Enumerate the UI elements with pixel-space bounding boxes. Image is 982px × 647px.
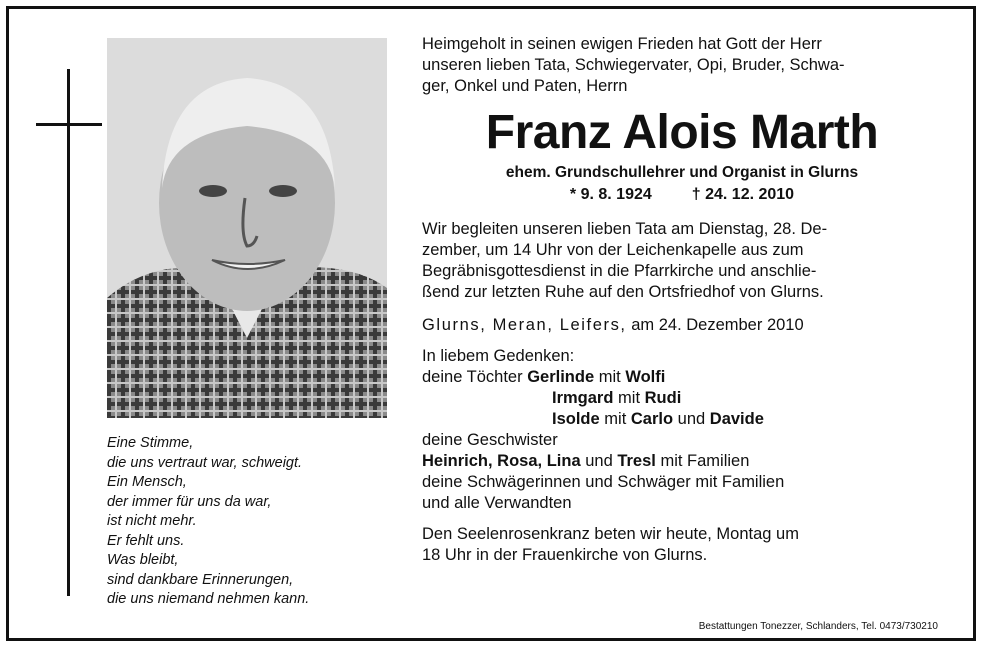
birth-date: * 9. 8. 1924 xyxy=(569,186,652,203)
mourners-list xyxy=(422,346,942,514)
funeral-line: Begräbnisgottesdienst in die Pfarrkirche und anschlie- xyxy=(422,262,817,280)
partner-name: Rudi xyxy=(644,389,682,407)
death-date: † 24. 12. 2010 xyxy=(691,186,795,203)
funeral-home-credit: Bestattungen Tonezzer, Schlanders, Tel. 0473/730210 xyxy=(698,621,938,632)
daughter-row xyxy=(422,367,942,388)
deceased-profession: ehem. Grundschullehrer und Organist in Glurns xyxy=(505,164,859,181)
daughter-row xyxy=(422,388,942,409)
poem-line: der immer für uns da war, xyxy=(107,493,272,510)
conjunction: mit xyxy=(618,389,641,407)
partner-name: Carlo xyxy=(630,410,674,428)
daughter-name: Gerlinde xyxy=(527,368,595,386)
conjunction: mit xyxy=(598,368,621,386)
funeral-details xyxy=(422,219,942,303)
poem-line: Eine Stimme, xyxy=(107,435,194,451)
funeral-line: zember, um 14 Uhr von der Leichenkapelle aus zum xyxy=(422,241,804,259)
daughter-name: Irmgard xyxy=(552,389,614,407)
funeral-line: Wir begleiten unseren lieben Tata am Dienstag, 28. De- xyxy=(422,220,828,238)
daughters-prefix: deine Töchter xyxy=(422,368,523,386)
memorial-poem xyxy=(107,434,387,610)
rosary-notice xyxy=(422,524,942,566)
deceased-name: Franz Alois Marth xyxy=(485,106,879,159)
siblings-heading: deine Geschwister xyxy=(422,431,558,449)
sibling-names: Heinrich, Rosa, Lina xyxy=(422,452,581,470)
mourners-heading: In liebem Gedenken: xyxy=(422,347,575,365)
places: Glurns, Meran, Leifers, xyxy=(422,316,627,334)
cross-icon-bar xyxy=(36,123,102,126)
conjunction: und xyxy=(585,452,613,470)
conjunction: mit xyxy=(604,410,627,428)
daughter-row xyxy=(422,409,942,430)
funeral-line: ßend zur letzten Ruhe auf den Ortsfriedhof von Glurns. xyxy=(422,283,824,301)
relatives-row: und alle Verwandten xyxy=(422,494,572,512)
in-laws-row: deine Schwägerinnen und Schwäger mit Familien xyxy=(422,473,785,491)
siblings-suffix: mit Familien xyxy=(660,452,750,470)
rosary-line: Den Seelenrosenkranz beten wir heute, Montag um xyxy=(422,525,799,543)
poem-line: Ein Mensch, xyxy=(107,474,187,490)
partner-name: Davide xyxy=(709,410,764,428)
place-and-date xyxy=(422,315,942,336)
rosary-line: 18 Uhr in der Frauenkirche von Glurns. xyxy=(422,546,708,564)
announcement-date: am 24. Dezember 2010 xyxy=(631,316,804,334)
poem-line: Was bleibt, xyxy=(107,552,179,568)
conjunction: und xyxy=(677,410,706,428)
intro-line: unseren lieben Tata, Schwiegervater, Opi, Bruder, Schwa- xyxy=(422,56,845,74)
sibling-name: Tresl xyxy=(617,452,656,470)
obituary-text xyxy=(422,34,942,566)
poem-line: ist nicht mehr. xyxy=(107,513,197,529)
life-dates xyxy=(422,185,942,205)
poem-line: die uns niemand nehmen kann. xyxy=(107,591,310,607)
poem-line: Er fehlt uns. xyxy=(107,532,185,549)
partner-name: Wolfi xyxy=(625,368,666,386)
poem-line: sind dankbare Erinnerungen, xyxy=(107,571,294,588)
siblings-row xyxy=(422,451,942,472)
intro-text xyxy=(422,34,942,97)
intro-line: ger, Onkel und Paten, Herrn xyxy=(422,77,628,95)
poem-line: die uns vertraut war, schweigt. xyxy=(107,454,303,471)
daughter-name: Isolde xyxy=(552,410,600,428)
cross-icon xyxy=(67,69,70,596)
portrait-photo xyxy=(107,38,387,418)
intro-line: Heimgeholt in seinen ewigen Frieden hat Gott der Herr xyxy=(422,35,822,53)
